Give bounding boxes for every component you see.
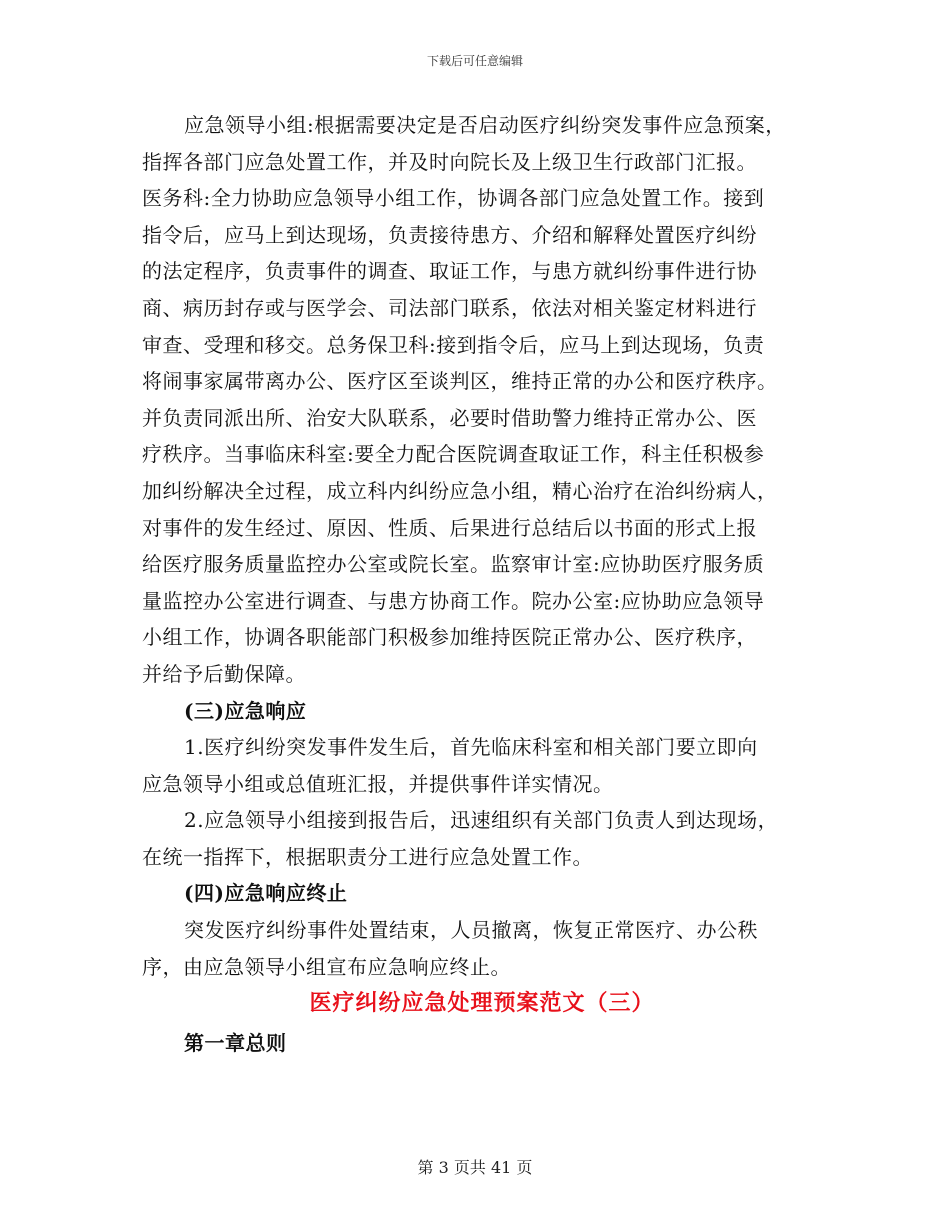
text-line: 并给予后勤保障。 xyxy=(142,661,306,686)
text-line: 量监控办公室进行调查、与患方协商工作。院办公室:应协助应急领导 xyxy=(142,588,765,613)
paragraph-lines xyxy=(142,107,822,985)
text-line: 审查、受理和移交。总务保卫科:接到指令后，应马上到达现场，负责 xyxy=(142,332,765,357)
text-line: 2.应急领导小组接到报告后，迅速组织有关部门负责人到达现场， xyxy=(184,808,779,833)
text-line: 指挥各部门应急处置工作，并及时向院长及上级卫生行政部门汇报。 xyxy=(142,149,757,174)
text-line: 在统一指挥下，根据职责分工进行应急处置工作。 xyxy=(142,844,593,869)
text-line: 的法定程序，负责事件的调查、取证工作，与患方就纠纷事件进行协 xyxy=(142,259,757,284)
text-line: 应急领导小组:根据需要决定是否启动医疗纠纷突发事件应急预案， xyxy=(184,113,786,137)
text-line: 商、病历封存或与医学会、司法部门联系，依法对相关鉴定材料进行 xyxy=(142,295,757,320)
text-line: 序，由应急领导小组宣布应急响应终止。 xyxy=(142,954,511,979)
chapter-heading: 第一章总则 xyxy=(184,1031,287,1056)
subsection-heading: (四)应急响应终止 xyxy=(184,881,348,906)
text-line: 医务科:全力协助应急领导小组工作，协调各部门应急处置工作。接到 xyxy=(142,186,765,211)
text-line: 并负责同派出所、治安大队联系，必要时借助警力维持正常办公、医 xyxy=(142,405,757,430)
text-line: 加纠纷解决全过程，成立科内纠纷应急小组，精心治疗在治纠纷病人， xyxy=(142,478,778,503)
subsection-heading: (三)应急响应 xyxy=(184,698,307,723)
document-body xyxy=(142,107,822,1062)
text-line: 1.医疗纠纷突发事件发生后，首先临床科室和相关部门要立即向 xyxy=(184,735,758,760)
text-line: 将闹事家属带离办公、医疗区至谈判区，维持正常的办公和医疗秩序。 xyxy=(142,369,778,394)
text-line: 突发医疗纠纷事件处置结束，人员撤离，恢复正常医疗、办公秩 xyxy=(184,918,758,943)
page-header: 下载后可任意编辑 xyxy=(426,54,523,68)
text-line: 疗秩序。当事临床科室:要全力配合医院调查取证工作，科主任积极参 xyxy=(142,442,765,467)
text-line: 对事件的发生经过、原因、性质、后果进行总结后以书面的形式上报 xyxy=(142,515,757,540)
page-footer: 第 3 页共 41 页 xyxy=(417,1158,533,1177)
text-line: 给医疗服务质量监控办公室或院长室。监察审计室:应协助医疗服务质 xyxy=(142,552,765,577)
text-line: 小组工作，协调各职能部门积极参加维持医院正常办公、医疗秩序， xyxy=(142,625,757,650)
text-line: 指令后，应马上到达现场，负责接待患方、介绍和解释处置医疗纠纷 xyxy=(142,222,757,247)
section-title: 医疗纠纷应急处理预案范文（三） xyxy=(309,990,655,1017)
text-line: 应急领导小组或总值班汇报，并提供事件详实情况。 xyxy=(142,771,614,796)
